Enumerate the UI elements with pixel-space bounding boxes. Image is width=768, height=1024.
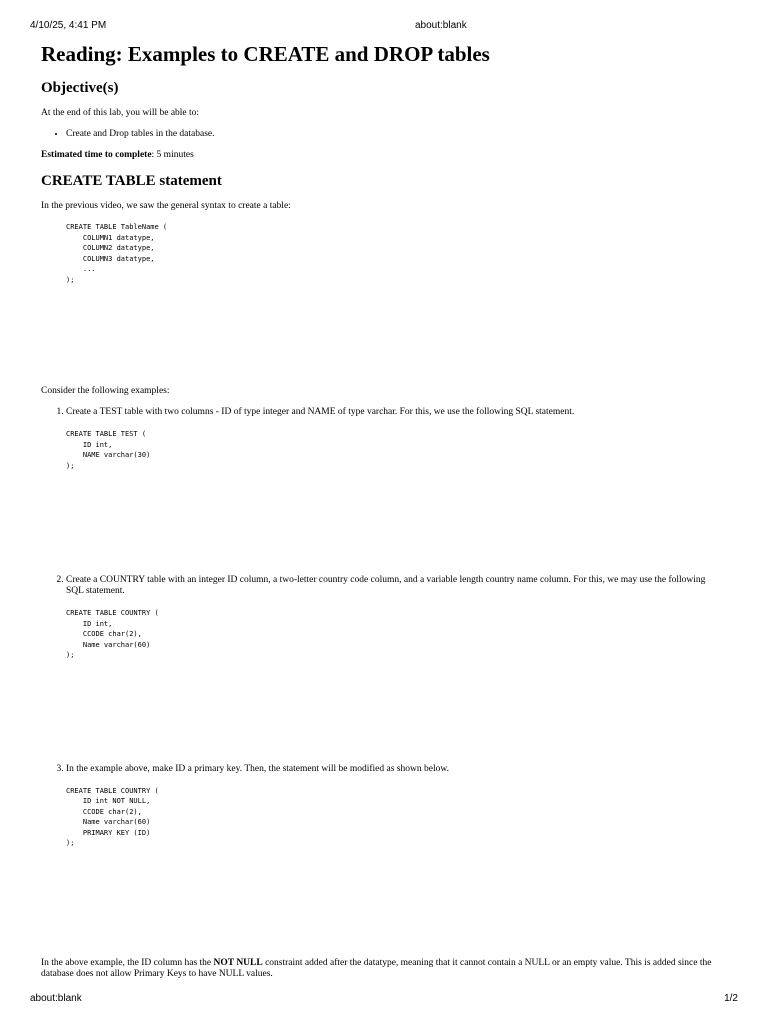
example-code: CREATE TABLE COUNTRY ( ID int NOT NULL, CCODE char(2), Name varchar(60) PRIMARY KEY (ID) ); (66, 786, 159, 847)
example-code: CREATE TABLE COUNTRY ( ID int, CCODE char(2), Name varchar(60) ); (66, 609, 159, 659)
examples-list (41, 407, 721, 849)
objectives-heading: Objective(s) (41, 80, 119, 96)
example-code: CREATE TABLE TEST ( ID int, NAME varchar(30) ); (66, 430, 151, 470)
print-header-datetime: 4/10/25, 4:41 PM (30, 20, 107, 31)
example-text: Create a COUNTRY table with an integer ID column, a two-letter country code column, and a variable length country name column. For this, we may use the following SQL statement. (66, 575, 706, 596)
example-text: Create a TEST table with two columns - ID of type integer and NAME of type varchar. For this, we use the following SQL statement. (66, 407, 575, 417)
objectives-list (41, 129, 721, 140)
example-item (66, 575, 721, 661)
note-paragraph (41, 958, 721, 980)
objective-item: • Create and Drop tables in the database. (66, 129, 721, 140)
primary-key-note (41, 958, 721, 980)
note-text-after: constraint added after the datatype, meaning that it cannot contain a NULL or an empty value. This is added since the database does not allow Primary Keys to have NULL values. (41, 958, 712, 979)
document-body (41, 40, 721, 979)
estimated-time-label: Estimated time to complete (41, 150, 152, 160)
note-bold-not-null: NOT NULL (213, 958, 263, 968)
examples-intro: Consider the following examples: (41, 386, 170, 396)
estimated-time-value: : 5 minutes (151, 150, 194, 160)
print-footer-url: about:blank (30, 993, 82, 1004)
print-header-title: about:blank (415, 20, 467, 31)
general-syntax-code: CREATE TABLE TableName ( COLUMN1 datatype, COLUMN2 datatype, COLUMN3 datatype, ... ); (66, 223, 168, 284)
note-text-before: In the above example, the ID column has the (41, 958, 214, 968)
page-title: Reading: Examples to CREATE and DROP tables (41, 42, 490, 66)
create-table-intro: In the previous video, we saw the general syntax to create a table: (41, 201, 291, 211)
example-item (66, 407, 721, 471)
print-footer-page: 1/2 (724, 993, 738, 1004)
estimated-time (41, 150, 721, 161)
example-text: In the example above, make ID a primary key. Then, the statement will be modified as shown below. (66, 763, 449, 774)
create-table-heading: CREATE TABLE statement (41, 173, 222, 189)
example-item (66, 764, 721, 849)
objectives-intro: At the end of this lab, you will be able to: (41, 108, 200, 118)
